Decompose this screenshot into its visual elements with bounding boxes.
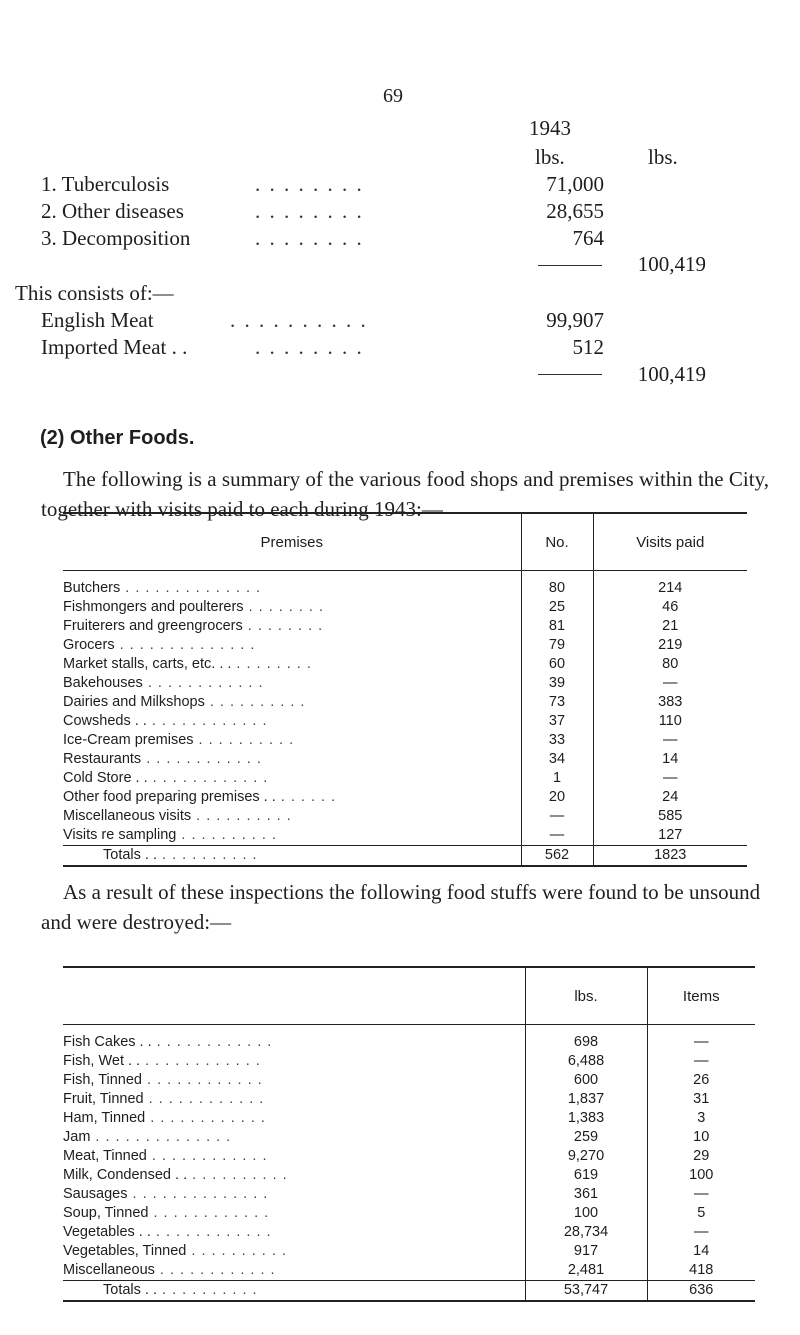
premises-count: 20 (521, 788, 593, 807)
table-row (63, 674, 747, 693)
table-row (63, 826, 747, 846)
summary-row-label: 1. Tuberculosis (41, 172, 170, 196)
summary-row-label: 3. Decomposition (41, 226, 191, 250)
premises-count: — (521, 826, 593, 846)
food-lbs: 619 (525, 1166, 647, 1185)
summary-row-value: 71,000 (546, 172, 604, 196)
premises-count: 1 (521, 769, 593, 788)
food-lbs: 917 (525, 1242, 647, 1261)
leader-dots: . . . . . . . . (255, 199, 364, 223)
table-row (63, 1090, 755, 1109)
premises-count: 81 (521, 617, 593, 636)
food-name: Ham, Tinned (63, 1110, 146, 1126)
premises-name: Other food preparing premises . . (63, 789, 276, 805)
food-name: Fruit, Tinned (63, 1091, 144, 1107)
premises-count: 37 (521, 712, 593, 731)
leader-dots: . . . . . . . . . . (157, 847, 258, 863)
totals-label: Totals . . (103, 847, 157, 863)
table-row (63, 636, 747, 655)
premises-name: Market stalls, carts, etc. . . (63, 656, 232, 672)
premises-count: 60 (521, 655, 593, 674)
unit-right: lbs. (648, 145, 678, 169)
totals-label: Totals . . (103, 1282, 157, 1298)
food-lbs: 1,383 (525, 1109, 647, 1128)
page-number: 69 (383, 85, 403, 107)
table-row (63, 1242, 755, 1261)
food-lbs: 2,481 (525, 1261, 647, 1281)
col-header-no: No. (521, 513, 593, 571)
table-row (63, 1166, 755, 1185)
premises-name: Bakehouses (63, 675, 143, 691)
destroyed-foods-table (63, 966, 755, 1302)
leader-dots: . . . . . . . . . . . . (151, 1034, 273, 1050)
subtotal-value: 100,419 (637, 252, 706, 276)
table-row (63, 1147, 755, 1166)
premises-visits: 585 (593, 807, 747, 826)
food-items: — (647, 1185, 755, 1204)
leader-dots: . . . . . . . . . . (230, 308, 368, 332)
leader-dots: . . . . . . . . . . . . (145, 1110, 266, 1126)
table-row (63, 1052, 755, 1071)
leader-dots: . . . . . . . . . . (186, 1243, 287, 1259)
table-row (63, 1033, 755, 1052)
leader-dots: . . . . . . . . . . . . (140, 1053, 261, 1069)
premises-visits: 383 (593, 693, 747, 712)
food-lbs: 1,837 (525, 1090, 647, 1109)
table-row (63, 731, 747, 750)
food-items: 3 (647, 1109, 755, 1128)
premises-count: 73 (521, 693, 593, 712)
table-row (63, 693, 747, 712)
premises-name: Ice-Cream premises (63, 732, 194, 748)
leader-dots: . . . . . . . . . . (193, 732, 295, 748)
premises-visits: 46 (593, 598, 747, 617)
food-items: 26 (647, 1071, 755, 1090)
table-row (63, 1223, 755, 1242)
premises-count: 25 (521, 598, 593, 617)
premises-visits: 80 (593, 655, 747, 674)
leader-dots: . . . . . . (275, 789, 337, 805)
total-value: 100,419 (637, 362, 706, 386)
premises-name: Cowsheds . . (63, 713, 147, 729)
food-name: Vegetables, Tinned (63, 1243, 187, 1259)
table-row (63, 769, 747, 788)
intro-paragraph: The following is a summary of the various food shops and premises within the City, together with visits paid to each during 1943:— (41, 467, 769, 521)
leader-dots: . . . . . . . . . . . . (150, 1224, 272, 1240)
leader-dots: . . . . . . . . . . . . (154, 1262, 276, 1278)
premises-count: 34 (521, 750, 593, 769)
total-items: 636 (647, 1281, 755, 1302)
premises-name: Grocers (63, 637, 115, 653)
col-header-items: Items (647, 967, 755, 1025)
leader-dots: . . . . . . . . . . (204, 694, 306, 710)
premises-name: Dairies and Milkshops (63, 694, 205, 710)
leader-dots: . . . . . . . . . . . . (146, 1148, 268, 1164)
table-row (63, 750, 747, 769)
year-heading: 1943 (529, 116, 571, 140)
food-items: 31 (647, 1090, 755, 1109)
food-name: Milk, Condensed . . (63, 1167, 188, 1183)
totals-row (63, 846, 747, 867)
premises-visits: 110 (593, 712, 747, 731)
food-name: Jam (63, 1129, 91, 1145)
result-paragraph: As a result of these inspections the following food stuffs were found to be unsound and were destroyed:— (41, 880, 761, 934)
food-items: — (647, 1052, 755, 1071)
premises-count: 80 (521, 579, 593, 598)
food-name: Sausages (63, 1186, 128, 1202)
food-items: 10 (647, 1128, 755, 1147)
premises-visits: 14 (593, 750, 747, 769)
leader-dots: . . . . . . . . . . (176, 827, 277, 843)
premises-visits: 24 (593, 788, 747, 807)
food-name: Meat, Tinned (63, 1148, 147, 1164)
leader-dots: . . . . . . . . (231, 656, 312, 672)
premises-visits: 214 (593, 579, 747, 598)
breakdown-row-label: English Meat (41, 308, 154, 332)
col-header-premises: Premises (260, 533, 323, 551)
premises-visits: — (593, 731, 747, 750)
food-name: Fish, Tinned (63, 1072, 142, 1088)
table-row (63, 617, 747, 636)
table-row (63, 655, 747, 674)
food-items: — (647, 1033, 755, 1052)
total-lbs: 53,747 (525, 1281, 647, 1302)
col-header-item (63, 967, 525, 1025)
food-items: 100 (647, 1166, 755, 1185)
food-items: 14 (647, 1242, 755, 1261)
food-lbs: 600 (525, 1071, 647, 1090)
leader-dots: . . . . . . . . . . . . (148, 1205, 270, 1221)
table-row (63, 1071, 755, 1090)
breakdown-row-value: 512 (572, 335, 604, 359)
table-row (63, 1128, 755, 1147)
premises-visits: 219 (593, 636, 747, 655)
leader-dots: . . . . . . . . . . . . (142, 675, 264, 691)
premises-count: 79 (521, 636, 593, 655)
premises-table (63, 512, 747, 867)
col-header-visits: Visits paid (593, 513, 747, 571)
summary-row-label: 2. Other diseases (41, 199, 184, 223)
food-lbs: 100 (525, 1204, 647, 1223)
table-row (63, 1185, 755, 1204)
food-name: Fish Cakes . . (63, 1034, 152, 1050)
leader-dots: . . . . . . . . (255, 335, 364, 359)
summary-row-value: 764 (572, 226, 604, 250)
food-name: Soup, Tinned (63, 1205, 149, 1221)
section-heading: (2) Other Foods. (40, 427, 195, 449)
summary-row-value: 28,655 (546, 199, 604, 223)
leader-dots: . . . . . . . . (242, 618, 324, 634)
premises-name: Butchers (63, 580, 121, 596)
subtotal-rule (538, 265, 602, 266)
leader-dots: . . . . . . . . . . . . . . (120, 580, 262, 596)
leader-dots: . . . . . . . . . . . . (141, 751, 262, 767)
table-row (63, 807, 747, 826)
food-name: Miscellaneous (63, 1262, 155, 1278)
unit-left: lbs. (535, 145, 565, 169)
leader-dots: . . . . . . . . . . . . (143, 1091, 265, 1107)
food-lbs: 259 (525, 1128, 647, 1147)
leader-dots: . . . . . . . . . . (187, 1167, 288, 1183)
table-row (63, 1261, 755, 1281)
leader-dots: . . . . . . . . . . . . . . (90, 1129, 232, 1145)
table-row (63, 598, 747, 617)
leader-dots: . . . . . . . . (255, 172, 364, 196)
food-name: Vegetables . . (63, 1224, 151, 1240)
premises-name: Restaurants (63, 751, 142, 767)
food-items: 5 (647, 1204, 755, 1223)
leader-dots: . . . . . . . . . . (191, 808, 292, 824)
food-items: — (647, 1223, 755, 1242)
table-row (63, 1109, 755, 1128)
leader-dots: . . . . . . . . . . . . (146, 713, 268, 729)
premises-count: 39 (521, 674, 593, 693)
col-header-lbs: lbs. (525, 967, 647, 1025)
premises-name: Fruiterers and greengrocers (63, 618, 243, 634)
premises-name: Fishmongers and poulterers (63, 599, 244, 615)
food-name: Fish, Wet . . (63, 1053, 141, 1069)
food-items: 418 (647, 1261, 755, 1281)
table-row (63, 788, 747, 807)
food-lbs: 6,488 (525, 1052, 647, 1071)
breakdown-row-label: Imported Meat . . (41, 335, 188, 359)
premises-visits: — (593, 674, 747, 693)
total-rule (538, 374, 602, 375)
leader-dots: . . . . . . . . (243, 599, 325, 615)
table-row (63, 1204, 755, 1223)
leader-dots: . . . . . . . . . . . . . . (114, 637, 256, 653)
breakdown-row-value: 99,907 (546, 308, 604, 332)
premises-name: Cold Store . . (63, 770, 148, 786)
premises-count: — (521, 807, 593, 826)
premises-name: Miscellaneous visits (63, 808, 192, 824)
leader-dots: . . . . . . . . . . . . (147, 770, 269, 786)
leader-dots: . . . . . . . . . . . . . . (127, 1186, 269, 1202)
food-lbs: 28,734 (525, 1223, 647, 1242)
consists-of-label: This consists of:— (15, 281, 174, 305)
premises-visits: 127 (593, 826, 747, 846)
leader-dots: . . . . . . . . (255, 226, 364, 250)
table-row (63, 712, 747, 731)
totals-row (63, 1281, 755, 1302)
premises-name: Visits re sampling (63, 827, 177, 843)
food-lbs: 9,270 (525, 1147, 647, 1166)
leader-dots: . . . . . . . . . . (157, 1282, 258, 1298)
food-lbs: 361 (525, 1185, 647, 1204)
food-lbs: 698 (525, 1033, 647, 1052)
table-row (63, 579, 747, 598)
premises-count: 33 (521, 731, 593, 750)
premises-visits: 21 (593, 617, 747, 636)
leader-dots: . . . . . . . . . . . . (142, 1072, 263, 1088)
premises-visits: — (593, 769, 747, 788)
food-items: 29 (647, 1147, 755, 1166)
total-visits: 1823 (593, 846, 747, 867)
total-count: 562 (521, 846, 593, 867)
